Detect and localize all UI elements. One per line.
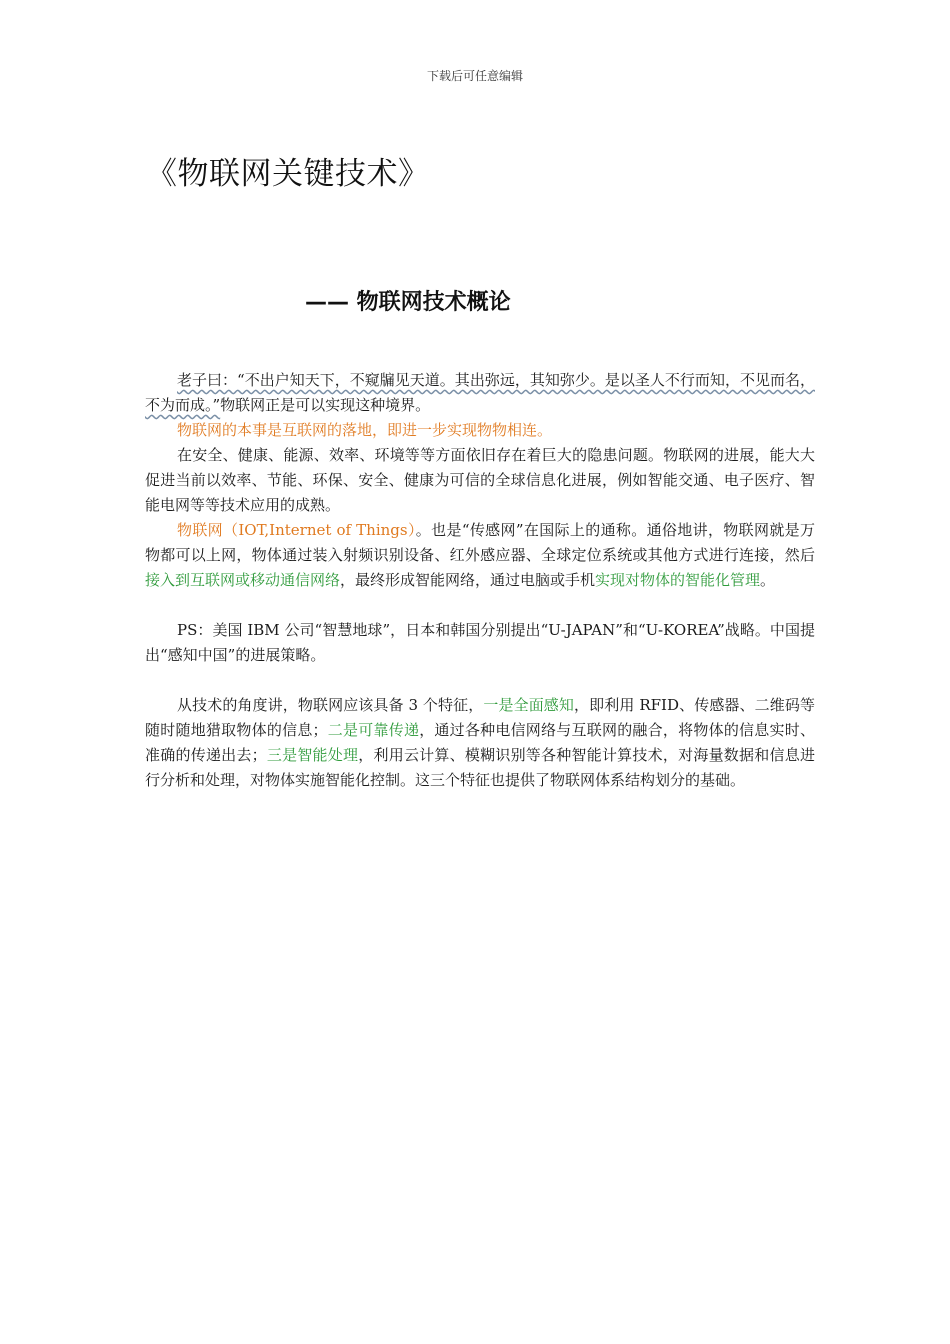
iot-highlight-connect: 接入到互联网或移动通信网络 xyxy=(145,571,341,589)
paragraph-iot-definition xyxy=(145,518,815,593)
features-text-3: ，通过各种电信网络与互联网的融合，将物体的信息实时、准确的传递出去； xyxy=(145,721,815,764)
iot-text-1: 。也是“传感网”在国际上的通称。通俗地讲，物联网就是万物都可以上网，物体通过装入射频识别设备、红外感应器、全球定位系统或其他方式进行连接，然后 xyxy=(145,521,816,564)
paragraph-laozi xyxy=(145,368,815,418)
features-text-2: ，即利用 RFID、传感器、二维码等随时随地猎取物体的信息； xyxy=(145,696,815,739)
paragraph-essence: 物联网的本事是互联网的落地，即进一步实现物物相连。 xyxy=(177,421,553,439)
features-text-1: 从技术的角度讲，物联网应该具备 3 个特征， xyxy=(177,696,484,714)
laozi-quote: 老子曰：“不出户知天下，不窥牖见天道。其出弥远，其知弥少。是以圣人不行而知，不见而名，不为而成。” xyxy=(145,371,815,414)
paragraph-safety: 在安全、健康、能源、效率、环境等等方面依旧存在着巨大的隐患问题。物联网的进展，能大大促进当前以效率、节能、环保、安全、健康为可信的全球信息化进展，例如智能交通、电子医疗、智能电网等等技术应用的成熟。 xyxy=(145,446,815,514)
paragraph-features xyxy=(145,693,815,793)
feature-perception: 一是全面感知 xyxy=(483,696,575,714)
page-header: 下载后可任意编辑 xyxy=(426,69,523,83)
feature-transmission: 二是可靠传递 xyxy=(327,721,420,739)
iot-highlight-manage: 实现对物体的智能化管理 xyxy=(595,571,761,589)
feature-processing: 三是智能处理 xyxy=(266,746,359,764)
iot-term: 物联网（IOT,Internet of Things） xyxy=(177,521,416,539)
document-body xyxy=(145,368,815,793)
iot-text-3: 。 xyxy=(760,571,776,589)
document-subtitle: —— 物联网技术概论 xyxy=(305,290,511,315)
features-text-4: ，利用云计算、模糊识别等各种智能计算技术，对海量数据和信息进行分析和处理，对物体实施智能化控制。这三个特征也提供了物联网体系结构划分的基础。 xyxy=(145,746,815,789)
paragraph-ps: PS：美国 IBM 公司“智慧地球”，日本和韩国分别提出“U-JAPAN”和“U-KOREA”战略。中国提出“感知中国”的进展策略。 xyxy=(145,621,815,664)
document-title: 《物联网关键技术》 xyxy=(146,156,430,192)
laozi-tail: 物联网正是可以实现这种境界。 xyxy=(220,396,431,414)
iot-text-2: ，最终形成智能网络，通过电脑或手机 xyxy=(340,571,596,589)
